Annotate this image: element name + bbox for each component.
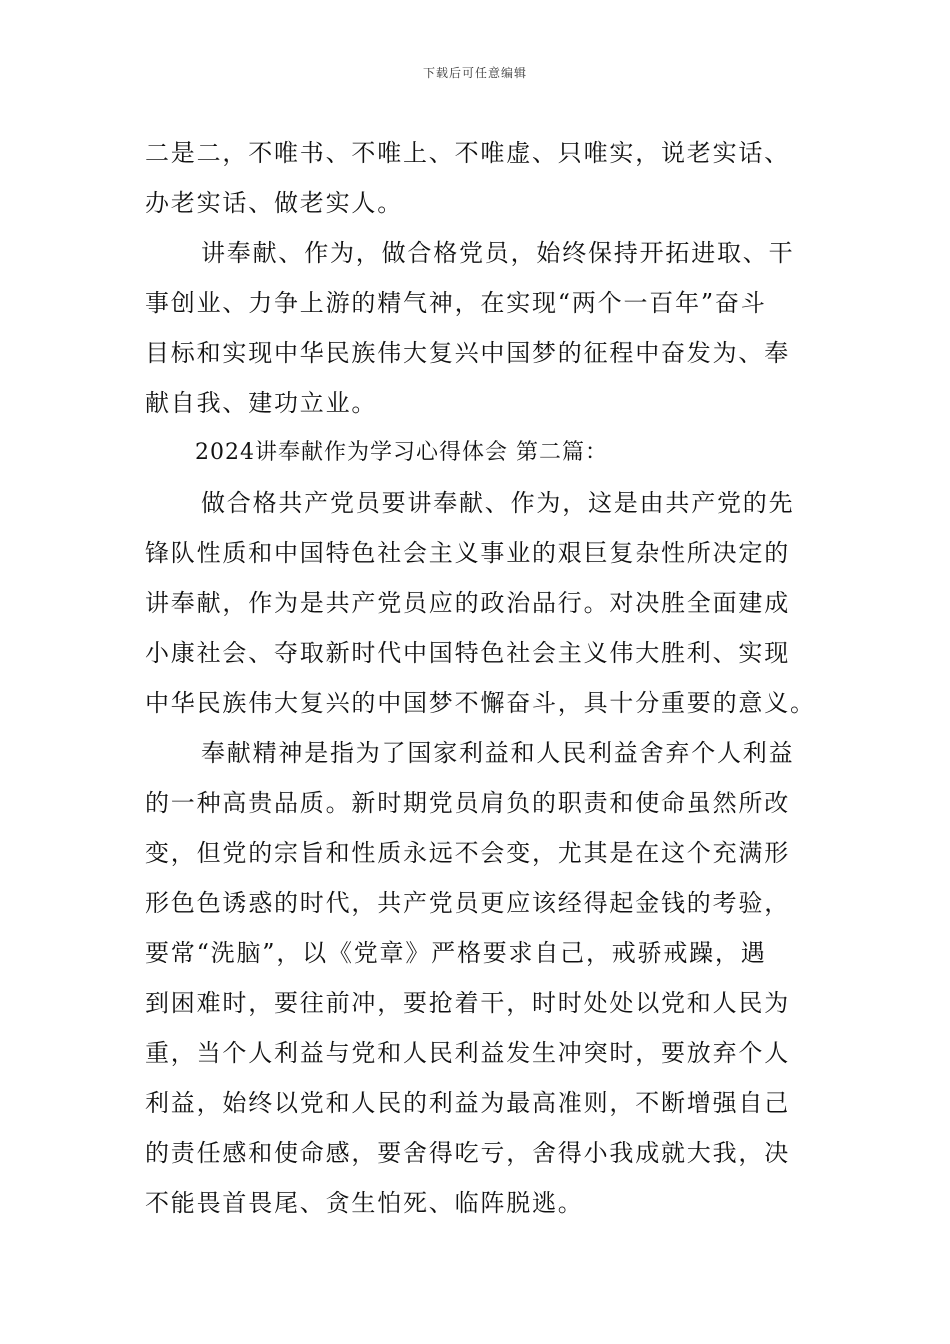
- text-line: 利益，始终以党和人民的利益为最高准则，不断增强自己: [145, 1089, 790, 1117]
- text-line: 锋队性质和中国特色社会主义事业的艰巨复杂性所决定的: [145, 539, 790, 567]
- paragraph-3: [145, 478, 816, 728]
- text-line: 献自我、建功立业。: [145, 389, 378, 417]
- text-line: 不能畏首畏尾、贪生怕死、临阵脱逃。: [145, 1189, 584, 1217]
- document-body: [145, 128, 816, 1228]
- paragraph-2: [145, 228, 807, 428]
- text-line: 重，当个人利益与党和人民利益发生冲突时，要放弃个人: [145, 1039, 790, 1067]
- text-line: 事创业、力争上游的精气神，在实现“两个一百年”奋斗: [145, 289, 767, 317]
- section-heading: [145, 428, 807, 478]
- text-line: 讲奉献、作为，做合格党员，始终保持开拓进取、干: [201, 239, 795, 267]
- text-line: 形色色诱惑的时代，共产党员更应该经得起金钱的考验，: [145, 889, 790, 917]
- text-line: 奉献精神是指为了国家利益和人民利益舍弃个人利益: [201, 739, 795, 767]
- text-line: 的责任感和使命感，要舍得吃亏，舍得小我成就大我，决: [145, 1139, 790, 1167]
- text-line: 二是二，不唯书、不唯上、不唯虚、只唯实，说老实话、: [145, 139, 790, 167]
- text-line: 要常“洗脑”，以《党章》严格要求自己，戒骄戒躁，遇: [145, 939, 767, 967]
- text-line: 做合格共产党员要讲奉献、作为，这是由共产党的先: [201, 489, 795, 517]
- section-title: 2024讲奉献作为学习心得体会 第二篇：: [195, 440, 608, 465]
- text-line: 变，但党的宗旨和性质永远不会变，尤其是在这个充满形: [145, 839, 790, 867]
- text-line: 讲奉献，作为是共产党员应的政治品行。对决胜全面建成: [145, 589, 790, 617]
- text-line: 的一种高贵品质。新时期党员肩负的职责和使命虽然所改: [145, 789, 790, 817]
- text-line: 到困难时，要往前冲，要抢着干，时时处处以党和人民为: [145, 989, 790, 1017]
- text-line: 小康社会、夺取新时代中国特色社会主义伟大胜利、实现: [145, 639, 790, 667]
- page-header-note: 下载后可任意编辑: [422, 66, 527, 80]
- paragraph-1: [145, 128, 807, 228]
- text-line: 办老实话、做老实人。: [145, 189, 403, 217]
- paragraph-4: [145, 728, 807, 1228]
- text-line: 中华民族伟大复兴的中国梦不懈奋斗，具十分重要的意义。: [145, 689, 816, 717]
- text-line: 目标和实现中华民族伟大复兴中国梦的征程中奋发为、奉: [145, 339, 790, 367]
